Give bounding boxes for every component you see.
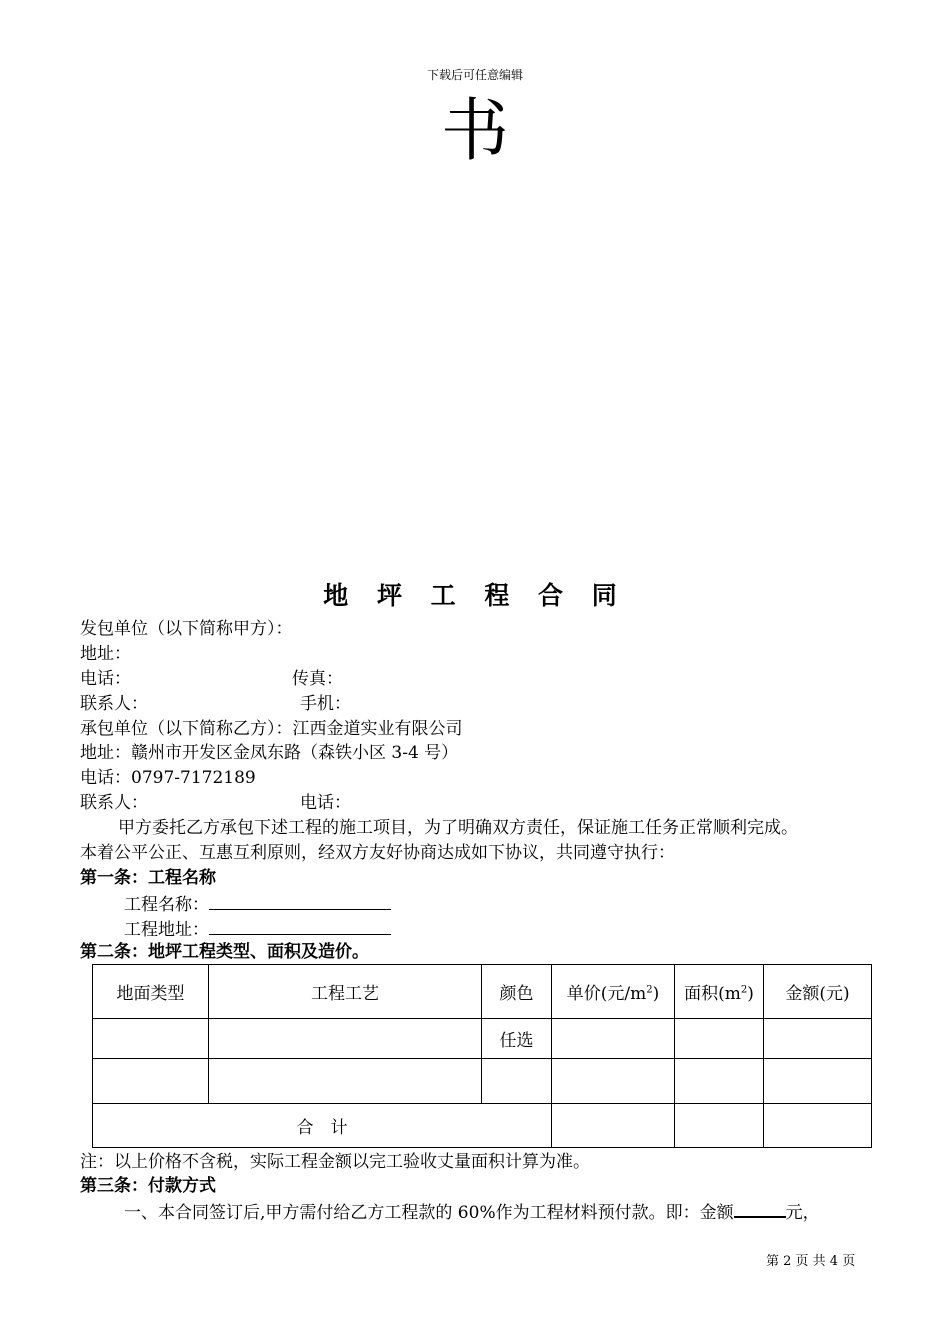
- table-row: [93, 1059, 872, 1104]
- header-unit-price: [552, 965, 675, 1019]
- project-name-line: [124, 891, 391, 917]
- party-b-phone: 电话：0797-7172189: [80, 768, 256, 788]
- article3-heading: 第三条：付款方式: [80, 1176, 216, 1196]
- project-name-blank: [209, 891, 391, 910]
- contract-title: 地 坪 工 程 合 同: [323, 581, 627, 610]
- party-a-fax: 传真：: [292, 669, 343, 689]
- party-a-contact: 联系人：: [80, 694, 148, 714]
- party-b-unit: 承包单位（以下简称乙方）：江西金道实业有限公司: [80, 719, 463, 739]
- payment-text: 一、本合同签订后,甲方需付给乙方工程款的 60%作为工程材料预付款。即：金额: [124, 1203, 734, 1223]
- price-note: 注：以上价格不含税，实际工程金额以完工验收丈量面积计算为准。: [80, 1152, 590, 1172]
- area-label: 面积(m: [684, 984, 741, 1004]
- party-b-contact-phone: 电话：: [300, 793, 351, 813]
- header-note: 下载后可任意编辑: [426, 68, 523, 82]
- unit-price-label: 单价(元/m: [566, 984, 647, 1004]
- party-b-address: 地址：赣州市开发区金凤东路（森铁小区 3-4 号）: [80, 743, 459, 763]
- project-address-label: 工程地址：: [124, 920, 209, 940]
- area-sup: 2: [740, 984, 748, 996]
- article2-heading: 第二条：地坪工程类型、面积及造价。: [80, 942, 369, 962]
- party-a-address: 地址：: [80, 644, 131, 664]
- table-cell: [209, 1059, 482, 1104]
- table-cell: [482, 1059, 552, 1104]
- table-cell: [209, 1019, 482, 1059]
- project-address-line: [124, 916, 391, 942]
- table-cell: [552, 1019, 675, 1059]
- party-a-unit: 发包单位（以下简称甲方）：: [80, 619, 293, 639]
- table-cell: [675, 1019, 764, 1059]
- intro-paragraph-1: 甲方委托乙方承包下述工程的施工项目，为了明确双方责任，保证施工任务正常顺利完成。: [118, 818, 798, 838]
- table-cell: [764, 1059, 872, 1104]
- table-cell: [764, 1104, 872, 1148]
- table-cell: [764, 1019, 872, 1059]
- table-header-row: [93, 965, 872, 1019]
- table-cell: [675, 1104, 764, 1148]
- payment-amount-blank: [734, 1198, 786, 1218]
- total-label: 合 计: [93, 1104, 552, 1148]
- party-a-mobile: 手机：: [300, 694, 351, 714]
- party-b-contact: 联系人：: [80, 793, 148, 813]
- article1-heading: 第一条：工程名称: [80, 868, 216, 888]
- table-cell: [93, 1059, 209, 1104]
- table-cell: [93, 1019, 209, 1059]
- payment-line-1: [124, 1198, 820, 1225]
- cost-table: [92, 964, 872, 1148]
- header-process: 工程工艺: [209, 965, 482, 1019]
- table-row: [93, 1019, 872, 1059]
- payment-unit: 元，: [785, 1203, 820, 1223]
- cover-character: 书: [440, 92, 509, 171]
- project-name-label: 工程名称：: [124, 895, 209, 915]
- area-close: ): [747, 984, 754, 1004]
- party-a-contact-line: [80, 692, 351, 716]
- header-amount: 金额(元): [764, 965, 872, 1019]
- party-a-phone-line: [80, 667, 343, 691]
- intro-paragraph-2: 本着公平公正、互惠互利原则，经双方友好协商达成如下协议，共同遵守执行：: [80, 843, 675, 863]
- party-a-phone: 电话：: [80, 669, 131, 689]
- table-cell: [675, 1059, 764, 1104]
- table-total-row: [93, 1104, 872, 1148]
- row1-color: 任选: [482, 1019, 552, 1059]
- header-color: 颜色: [482, 965, 552, 1019]
- header-area: [675, 965, 764, 1019]
- header-type: 地面类型: [93, 965, 209, 1019]
- table-cell: [552, 1104, 675, 1148]
- unit-price-close: ): [652, 984, 660, 1004]
- party-b-contact-line: [80, 791, 351, 815]
- page-footer: 第 2 页 共 4 页: [766, 1254, 856, 1269]
- unit-price-sup: 2: [646, 984, 653, 996]
- project-address-blank: [209, 916, 391, 935]
- table-cell: [552, 1059, 675, 1104]
